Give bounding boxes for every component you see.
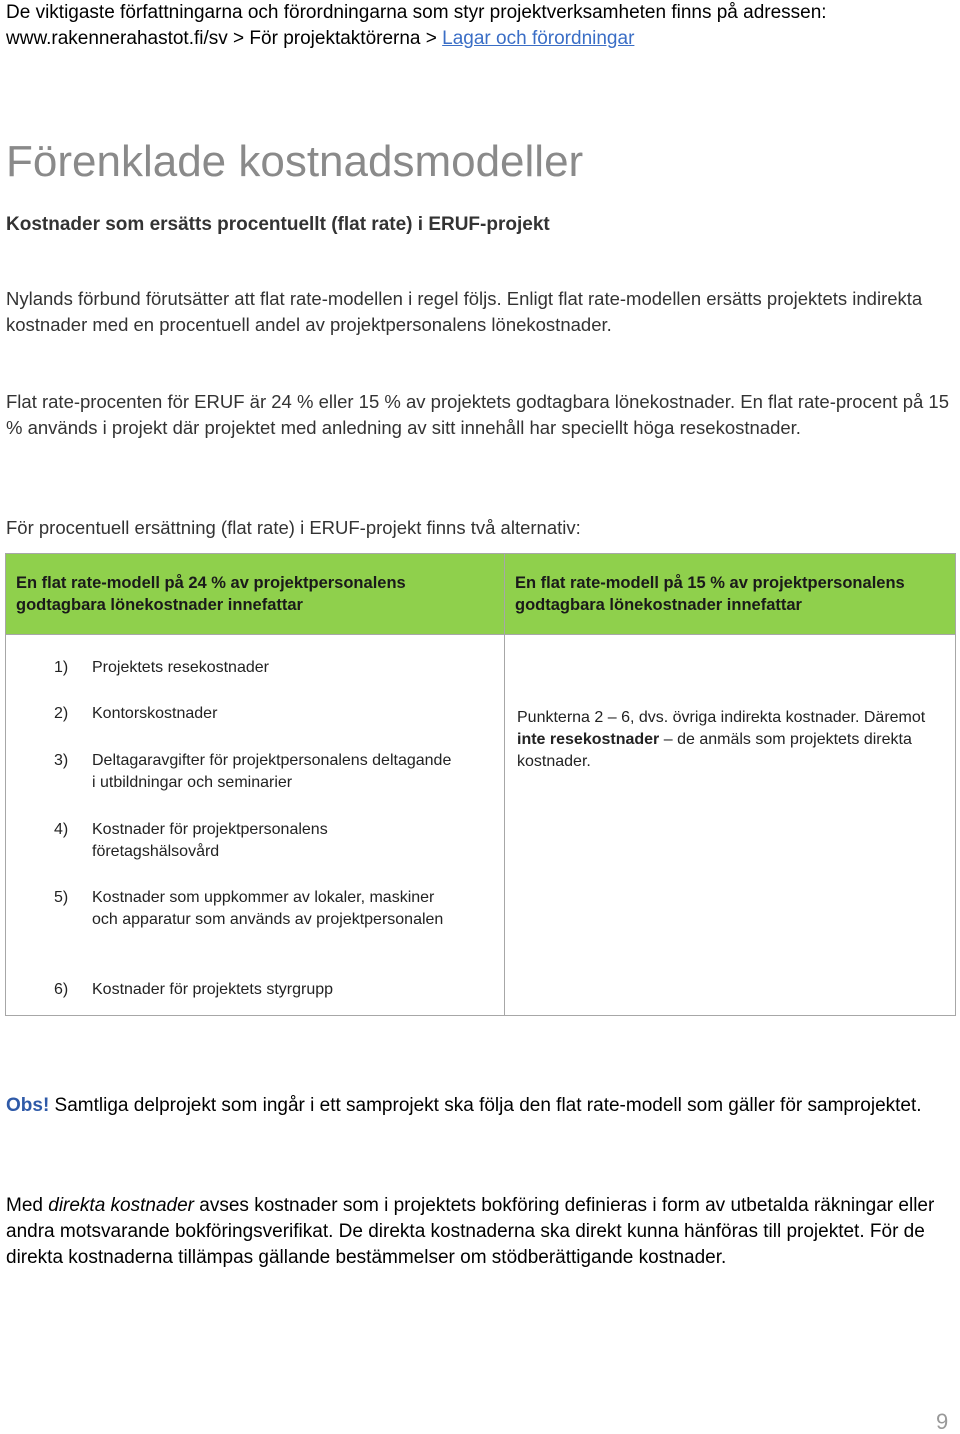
- alt15-bold-text: inte resekostnader: [517, 731, 660, 748]
- table-header-row: [6, 554, 956, 635]
- table-body-row: [6, 635, 956, 1016]
- laws-link[interactable]: Lagar och förordningar: [442, 28, 635, 49]
- direct-costs-paragraph: [6, 1193, 951, 1271]
- flat-rate-intro-paragraph: Nylands förbund förutsätter att flat rate-modellen i regel följs. Enligt flat rate-modellen ersätts projektets indirekta kostnader med en procentuell andel av projektpersonalens lönekostnader.: [6, 288, 923, 335]
- list-item-text: Deltagaravgifter för projektpersonalens deltagande i utbildningar och seminarier: [92, 752, 452, 791]
- list-item-number: 4): [54, 821, 69, 838]
- intro-text: De viktigaste författningarna och förordningarna som styr projektverksamheten finns på adressen: www.rakennerahastot.fi/sv > För projektaktörerna >: [6, 2, 827, 49]
- page-title: Förenklade kostnadsmodeller: [6, 137, 584, 186]
- alternatives-paragraph: För procentuell ersättning (flat rate) i ERUF-projekt finns två alternativ:: [6, 517, 581, 538]
- list-item-number: 1): [54, 659, 69, 676]
- intro-paragraph: [6, 0, 956, 52]
- list-item-text: Kostnader för projektets styrgrupp: [92, 981, 334, 998]
- list-item-number: 3): [54, 752, 69, 769]
- obs-note: [6, 1093, 951, 1119]
- section-subtitle: Kostnader som ersätts procentuellt (flat rate) i ERUF-projekt: [6, 214, 550, 235]
- obs-label: Obs!: [6, 1095, 50, 1116]
- list-item-text: Kontorskostnader: [92, 705, 218, 722]
- obs-text: Samtliga delprojekt som ingår i ett samprojekt ska följa den flat rate-modell som gäller för samprojektet.: [49, 1095, 922, 1116]
- direct-prefix: Med: [6, 1195, 49, 1216]
- header-15-percent: En flat rate-modell på 15 % av projektpersonalens godtagbara lönekostnader innefattar: [505, 554, 956, 635]
- list-item-number: 5): [54, 889, 69, 906]
- cost-items-cell: [6, 635, 505, 1016]
- direct-text: avses kostnader som i projektets bokföring definieras i form av utbetalda räkningar eller andra motsvarande bokföringsverifikat. De direkta kostnaderna ska direkt kunna hänföras till projektet. För de direkta kostnaderna tillämpas gällande bestämmelser om stödberättigande kostnader.: [6, 1195, 935, 1268]
- alt15-text-start: Punkterna 2 – 6, dvs. övriga indirekta kostnader. Däremot: [517, 709, 926, 726]
- list-item-text: Kostnader som uppkommer av lokaler, maskiner och apparatur som används av projektpersonalen: [92, 889, 444, 928]
- list-item-text: Kostnader för projektpersonalens företagshälsovård: [92, 821, 328, 860]
- direct-costs-term: direkta kostnader: [48, 1195, 194, 1216]
- flat-rate-percent-paragraph: Flat rate-procenten för ERUF är 24 % eller 15 % av projektets godtagbara lönekostnader. En flat rate-procent på 15 % används i projekt där projektet med anledning av sitt innehåll har speciellt höga resekostnader.: [6, 391, 949, 438]
- list-item-text: Projektets resekostnader: [92, 659, 269, 676]
- alternative-15-description-cell: [505, 635, 956, 1016]
- page-number: 9: [936, 1409, 949, 1434]
- header-24-percent: En flat rate-modell på 24 % av projektpersonalens godtagbara lönekostnader innefattar: [6, 554, 505, 635]
- flat-rate-alternatives-table: [5, 553, 956, 1016]
- alt15-text-end: – de anmäls som projektets direkta kostnader.: [517, 731, 912, 770]
- list-item-number: 2): [54, 705, 69, 722]
- list-item-number: 6): [54, 981, 69, 998]
